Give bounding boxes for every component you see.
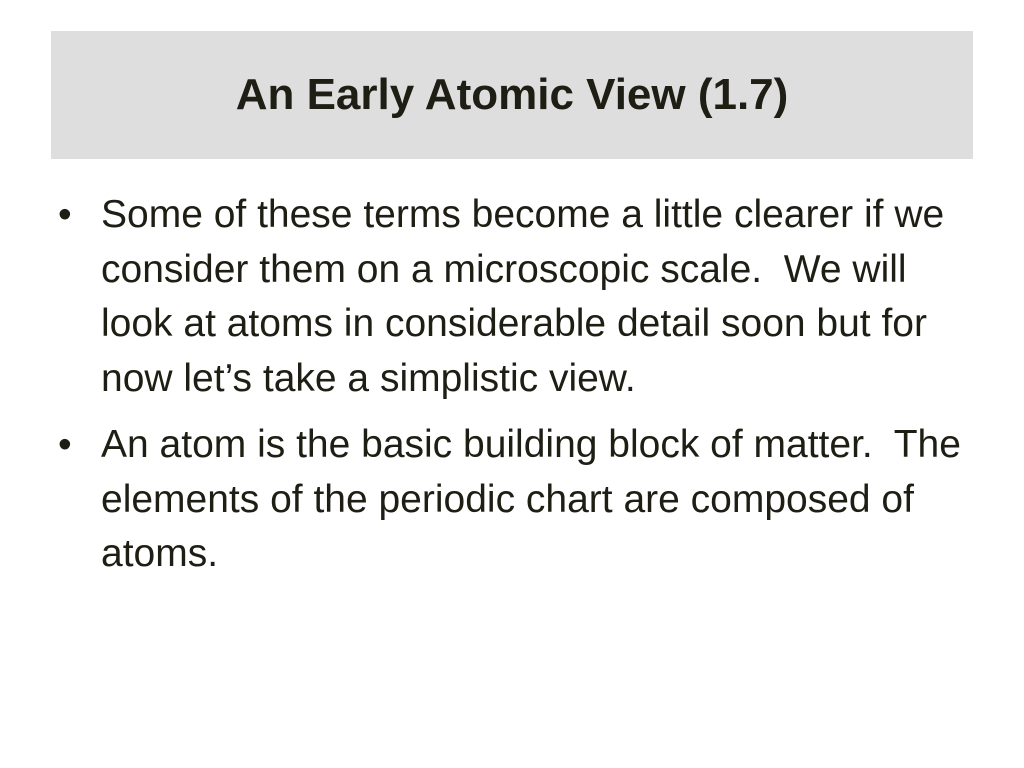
slide-title-bar — [51, 31, 973, 159]
slide-title: An Early Atomic View (1.7) — [235, 70, 789, 119]
bullet-list — [58, 188, 972, 594]
bullet-text: Some of these terms become a little clearer if we consider them on a microscopic scale. We will look at atoms in considerable detail soon but for now let’s take a simplistic view. — [101, 193, 956, 400]
bullet-point-icon: • — [58, 423, 72, 466]
bullet-point-icon: • — [58, 193, 72, 236]
bullet-item-2 — [58, 418, 972, 582]
bullet-item-1 — [58, 188, 968, 406]
bullet-text: An atom is the basic building block of matter. The elements of the periodic chart are composed of atoms. — [101, 423, 972, 575]
